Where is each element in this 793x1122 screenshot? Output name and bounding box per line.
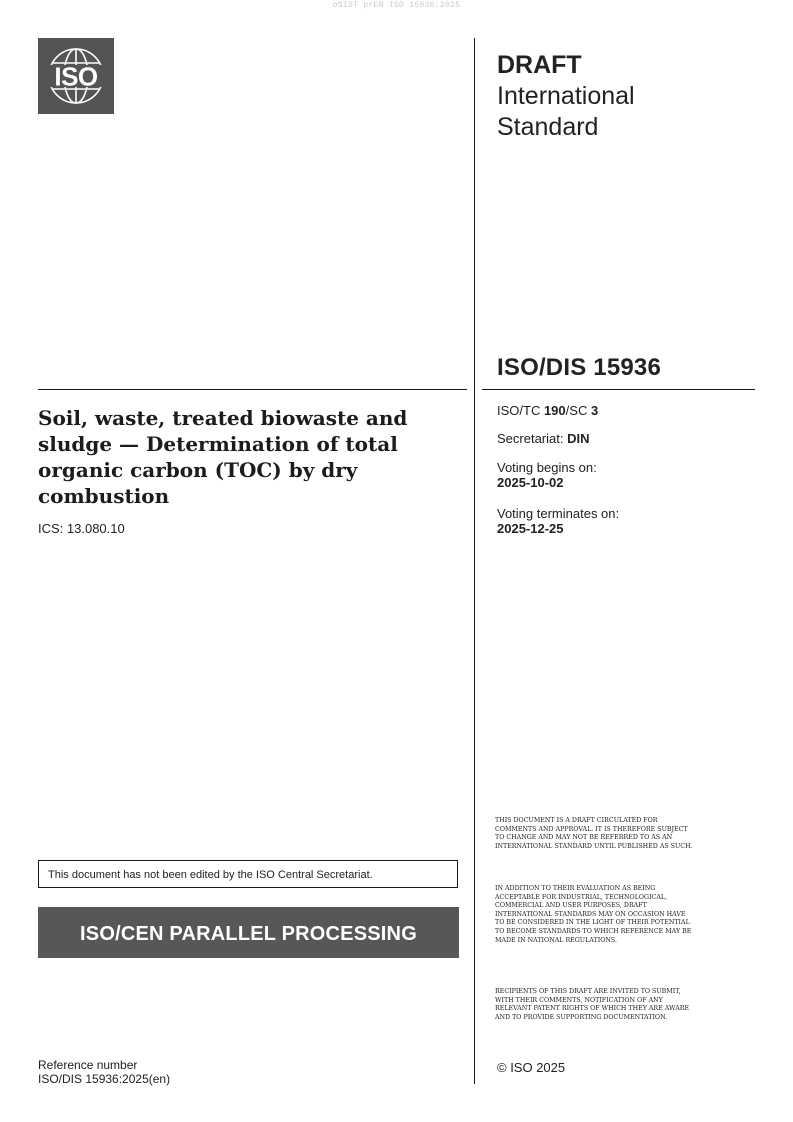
reference-number [38, 1058, 170, 1086]
iso-globe-icon [38, 38, 114, 114]
committee: ISO/TC 190/SC 3 [497, 403, 599, 418]
parallel-processing-banner: ISO/CEN PARALLEL PROCESSING [38, 907, 459, 958]
disclaimer-paragraph-2: IN ADDITION TO THEIR EVALUATION AS BEING ACCEPTABLE FOR INDUSTRIAL, TECHNOLOGICAL, COMMERCIAL AND USER PURPOSES, DRAFT INTERNATIONAL STANDARDS MAY ON OCCASION HAVE TO BE CONSIDERED IN THE LIGHT OF THEIR POTENTIAL TO BECOME STANDARDS TO WHICH REFERENCE MAY BE MADE IN NATIONAL REGULATIONS. [495, 885, 692, 944]
voting-terminates-date: 2025-12-25 [497, 521, 564, 536]
disclaimer-paragraph-3: RECIPIENTS OF THIS DRAFT ARE INVITED TO SUBMIT, WITH THEIR COMMENTS, NOTIFICATION OF ANY RELEVANT PATENT RIGHTS OF WHICH THEY ARE AWARE AND TO PROVIDE SUPPORTING DOCUMENTATION. [495, 988, 690, 1021]
iso-logo [38, 38, 114, 114]
title-rule-right [482, 389, 755, 390]
document-type: DRAFT [497, 51, 582, 79]
disclaimer-paragraph-1: THIS DOCUMENT IS A DRAFT CIRCULATED FOR COMMENTS AND APPROVAL. IT IS THEREFORE SUBJECT TO CHANGE AND MAY NOT BE REFERRED TO AS AN INTERNATIONAL STANDARD UNTIL PUBLISHED AS SUCH. [495, 817, 693, 850]
svg-text:ISO: ISO [54, 61, 98, 92]
voting-begins-date: 2025-10-02 [497, 475, 564, 490]
standard-number: ISO/DIS 15936 [497, 354, 662, 381]
voting-terminates-label: Voting terminates on: [497, 506, 620, 521]
secretariat: Secretariat: DIN [497, 431, 590, 446]
voting-begins-label: Voting begins on: [497, 460, 597, 475]
reference-label: Reference number [38, 1058, 138, 1072]
title-rule-left [38, 389, 467, 390]
column-divider [474, 38, 475, 1084]
editorial-notice: This document has not been edited by the ISO Central Secretariat. [38, 860, 458, 888]
document-type-sub: International Standard [497, 82, 635, 141]
document-title: Soil, waste, treated biowaste and sludge — Determination of total organic carbon (TOC) by dry combustion [38, 406, 408, 508]
watermark-text: oSIST prEN ISO 15936:2025 [332, 1, 461, 10]
ics-code: ICS: 13.080.10 [38, 521, 125, 536]
voting-terminates [497, 506, 619, 536]
reference-value: ISO/DIS 15936:2025(en) [38, 1072, 171, 1086]
copyright: © ISO 2025 [497, 1060, 566, 1075]
voting-begins [497, 460, 597, 490]
